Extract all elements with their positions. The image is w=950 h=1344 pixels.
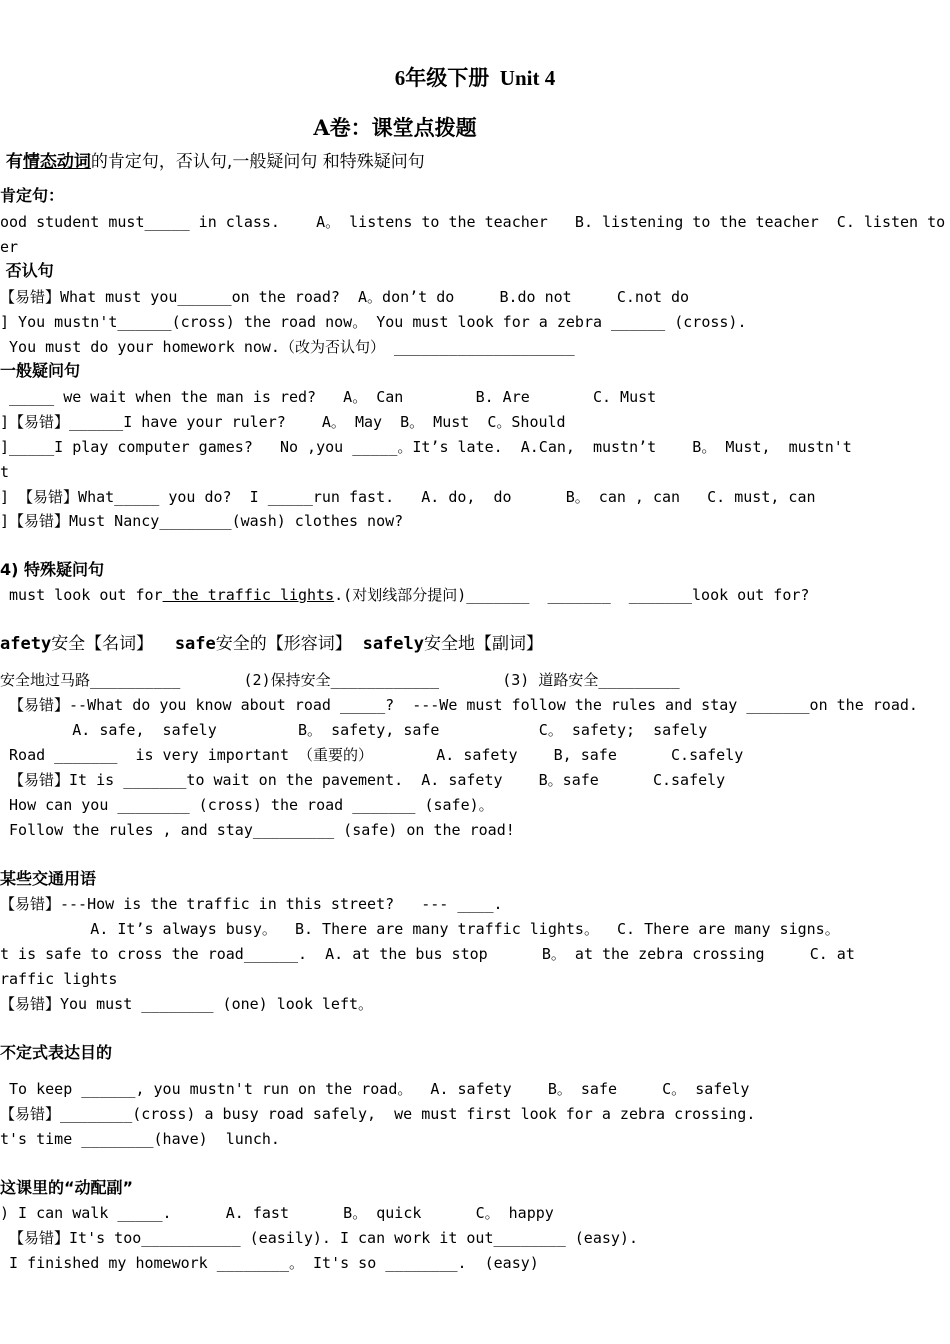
section-verb-adverb-heading: 这课里的“动配副” (0, 1178, 134, 1197)
exercise-line: 【易错】--What do you know about road _____? ---We must follow the rules and stay _______on the road. (0, 696, 918, 714)
wh-post: .(对划线部分提问)_______ _______ _______look out for? (334, 586, 810, 604)
exercise-line: 【易错】It is _______to wait on the pavement. A. safety B。safe C.safely (0, 771, 726, 789)
page-subtitle: A卷：课堂点拨题 (313, 115, 477, 140)
exercise-line: A. safe, safely B。 safety, safe C。 safety; safely (0, 721, 708, 739)
exercise-line: raffic lights (0, 970, 118, 988)
intro-post: 的肯定句，否认句,一般疑问句 和特殊疑问句 (90, 152, 425, 172)
exercise-line: I finished my homework ________。 It's so ________. (easy) (0, 1254, 539, 1272)
wh-pre: must look out for (0, 586, 163, 604)
word-safety: afety (0, 634, 52, 654)
exercise-line: ] 【易错】What_____ you do? I _____run fast. A. do, do B。 can , can C. must, can (0, 488, 816, 506)
exercise-line: Road _______ is very important （重要的） A. safety B, safe C.safely (0, 746, 744, 764)
exercise-line: ) I can walk _____. A. fast B。 quick C。 happy (0, 1204, 554, 1222)
exercise-line: Follow the rules , and stay_________ (safe) on the road! (0, 821, 515, 839)
meaning-safety: 安全【名词】 (51, 634, 175, 654)
section-question-heading: 一般疑问句 (0, 361, 81, 380)
exercise-line: er (0, 238, 19, 256)
page-title: 6年级下册 Unit 4 (394, 66, 556, 90)
section-wh-question-heading: 4) 特殊疑问句 (0, 560, 105, 579)
exercise-line (0, 585, 809, 605)
exercise-line: ]_____I play computer games? No ,you _____。It’s late. A.Can, mustn’t B。 Must, mustn't (0, 438, 852, 456)
exercise-line: ]【易错】______I have your ruler? A。 May B。 Must C。Should (0, 413, 566, 431)
exercise-line: To keep ______, you mustn't run on the road。 A. safety B。 safe C。 safely (0, 1080, 750, 1098)
exercise-line: How can you ________ (cross) the road _______ (safe)。 (0, 796, 494, 814)
word-safely: safely (362, 634, 424, 654)
exercise-line: A. It’s always busy。 B. There are many traffic lights。 C. There are many signs。 (0, 920, 840, 938)
exercise-line: 【易错】What must you______on the road? A。don’t do B.do not C.not do (0, 288, 690, 306)
section-negative-heading: 否认句 (0, 261, 54, 280)
exercise-line: t (0, 463, 10, 481)
exercise-line: t is safe to cross the road______. A. at the bus stop B。 at the zebra crossing C. at (0, 945, 855, 963)
exercise-line: ] You mustn't______(cross) the road now。 You must look for a zebra ______ (cross). (0, 313, 747, 331)
intro-modal-verb: 情态动词 (22, 152, 91, 172)
exercise-line: t's time ________(have) lunch. (0, 1130, 280, 1148)
intro-pre: 有 (0, 152, 23, 172)
exercise-line: 【易错】________(cross) a busy road safely, we must first look for a zebra crossing. (0, 1105, 756, 1123)
section-infinitive-heading: 不定式表达目的 (0, 1043, 113, 1062)
word-safe: safe (174, 634, 216, 654)
section-traffic-phrases-heading: 某些交通用语 (0, 869, 97, 888)
exercise-line: 安全地过马路__________ (2)保持安全____________ (3) 道路安全_________ (0, 671, 680, 689)
exercise-line: 【易错】It's too___________ (easily). I can work it out________ (easy). (0, 1229, 638, 1247)
intro-line (0, 151, 425, 173)
safety-word-forms (0, 633, 543, 655)
exercise-line: You must do your homework now.（改为否认句） ____________________ (0, 338, 575, 356)
exercise-line: ]【易错】Must Nancy________(wash) clothes now? (0, 512, 404, 530)
meaning-safe: 安全的【形容词】 (215, 634, 363, 654)
exercise-line: ood student must_____ in class. A。 listens to the teacher B. listening to the teacher C. listen to (0, 213, 946, 231)
exercise-line: 【易错】You must ________ (one) look left。 (0, 995, 374, 1013)
wh-underlined-phrase: the traffic lights (162, 586, 335, 604)
exercise-line: 【易错】---How is the traffic in this street? --- ____. (0, 895, 503, 913)
meaning-safely: 安全地【副词】 (424, 634, 543, 654)
section-affirmative-heading: 肯定句： (0, 186, 65, 205)
exercise-line: _____ we wait when the man is red? A。 Can B. Are C. Must (0, 388, 657, 406)
